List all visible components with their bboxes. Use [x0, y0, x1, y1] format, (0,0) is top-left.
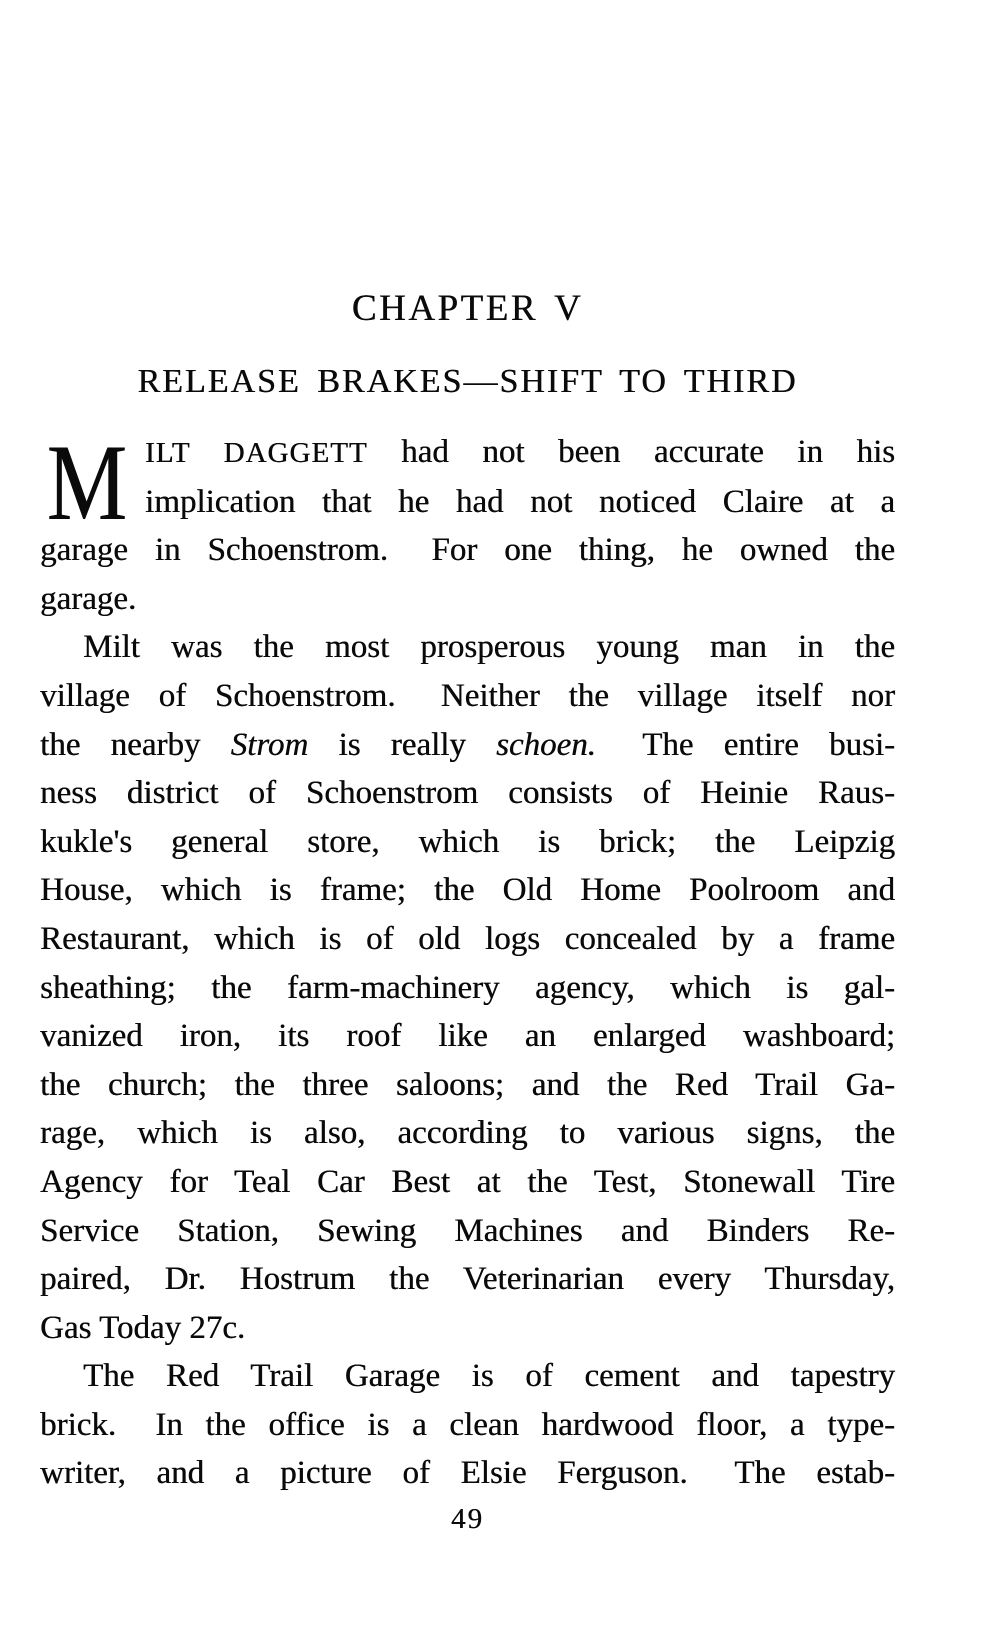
- text-run: garage.: [40, 580, 137, 617]
- text-line: [40, 721, 895, 770]
- text-run: Gas Today 27c.: [40, 1309, 246, 1346]
- text-run: sheathing; the farm-machinery agency, which is gal-: [40, 969, 895, 1006]
- text-line: [40, 575, 895, 624]
- text-run: Milt was the most prosperous young man in the: [83, 629, 895, 666]
- text-run: the church; the three saloons; and the Red Trail Ga-: [40, 1066, 895, 1103]
- text-run: Service Station, Sewing Machines and Binders Re-: [40, 1212, 895, 1249]
- text-run: The Red Trail Garage is of cement and tapestry: [83, 1358, 895, 1395]
- text-run: Agency for Teal Car Best at the Test, Stonewall Tire: [40, 1163, 895, 1200]
- text-line: [40, 818, 895, 867]
- text-run: writer, and a picture of Elsie Ferguson. The estab-: [40, 1455, 895, 1492]
- text-run: The entire busi-: [595, 726, 895, 763]
- text-line: [40, 769, 895, 818]
- text-line: [40, 1109, 895, 1158]
- text-run: House, which is frame; the Old Home Poolroom and: [40, 872, 895, 909]
- text-run: is really: [308, 726, 497, 763]
- text-line: [40, 526, 895, 575]
- text-line: [40, 915, 895, 964]
- text-run: ILT DAGGETT: [145, 437, 368, 469]
- text-line: [40, 428, 895, 478]
- text-run: garage in Schoenstrom. For one thing, he owned the: [40, 532, 895, 569]
- text-run: had not been accurate in his: [367, 434, 895, 470]
- text-line: [40, 1158, 895, 1207]
- text-run: kukle's general store, which is brick; the Leipzig: [40, 823, 895, 860]
- section-title: RELEASE BRAKES—SHIFT TO THIRD: [137, 363, 798, 400]
- text-line: [40, 1449, 895, 1498]
- text-line: [40, 866, 895, 915]
- text-run: implication that he had not noticed Claire at a: [145, 483, 895, 520]
- text-line: [40, 1061, 895, 1110]
- text-run: paired, Dr. Hostrum the Veterinarian every Thursday,: [40, 1261, 895, 1298]
- text-line: [40, 1352, 895, 1401]
- text-run: rage, which is also, according to various signs, the: [40, 1115, 895, 1152]
- text-line: [40, 1401, 895, 1450]
- text-run: Restaurant, which is of old logs concealed by a frame: [40, 920, 895, 957]
- text-line: [40, 1255, 895, 1304]
- text-line: [40, 1012, 895, 1061]
- text-line: [40, 1207, 895, 1256]
- paragraph: [40, 1352, 895, 1498]
- text-run: ness district of Schoenstrom consists of Heinie Raus-: [40, 775, 895, 812]
- text-run: village of Schoenstrom. Neither the village itself nor: [40, 677, 895, 714]
- italic-run: Strom: [230, 726, 309, 763]
- page-number: 49: [451, 1503, 484, 1535]
- paragraph: [40, 422, 895, 623]
- text-line: [40, 964, 895, 1013]
- text-line: [40, 623, 895, 672]
- text-line: [40, 1304, 895, 1353]
- body-text: [40, 422, 895, 1498]
- text-line: [40, 672, 895, 721]
- text-run: brick. In the office is a clean hardwood floor, a type-: [40, 1406, 895, 1443]
- chapter-heading: CHAPTER V: [351, 288, 584, 329]
- text-run: the nearby: [40, 726, 231, 763]
- drop-cap: M: [46, 422, 128, 543]
- paragraph: [40, 623, 895, 1352]
- text-run: vanized iron, its roof like an enlarged washboard;: [40, 1018, 895, 1055]
- italic-run: schoen.: [496, 726, 596, 763]
- text-line: [40, 478, 895, 527]
